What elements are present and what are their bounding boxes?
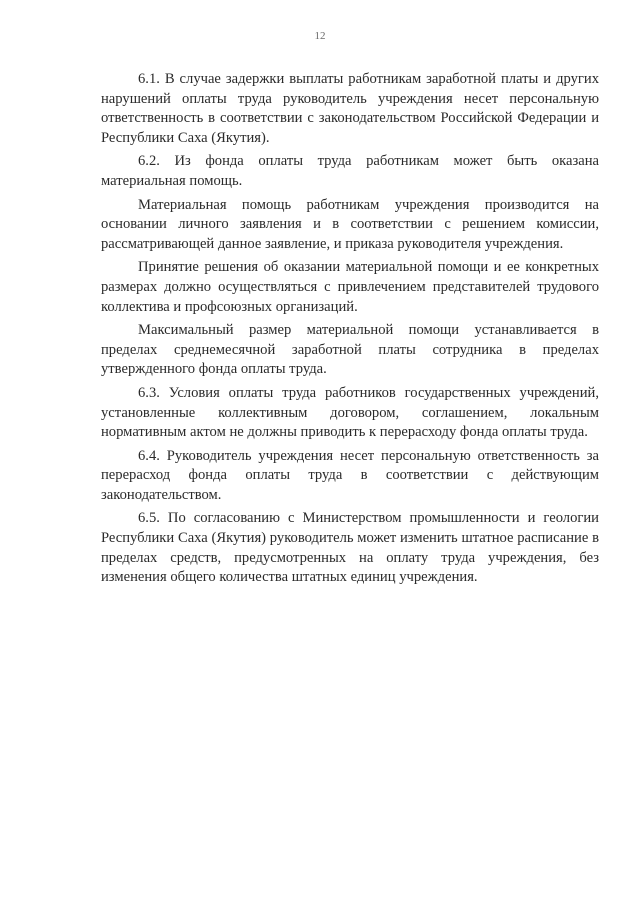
paragraph-material-aid-decision: Принятие решения об оказании материальной помощи и ее конкретных размерах должно осуществляться с привлечением представителей трудового коллектива и профсоюзных организаций. — [101, 259, 599, 315]
paragraph-6-1: 6.1. В случае задержки выплаты работникам заработной платы и других нарушений оплаты труда руководитель учреждения несет персональную ответственность в соответствии с законодательством Российской Федерации и Республики Саха (Якутия). — [101, 71, 599, 146]
paragraph-6-2: 6.2. Из фонда оплаты труда работникам может быть оказана материальная помощь. — [101, 153, 599, 189]
paragraph-6-4: 6.4. Руководитель учреждения несет персональную ответственность за перерасход фонда оплаты труда в соответствии с действующим законодательством. — [101, 447, 599, 503]
paragraph-6-3: 6.3. Условия оплаты труда работников государственных учреждений, установленные коллективным договором, соглашением, локальным нормативным актом не должны приводить к перерасходу фонда оплаты труда. — [101, 384, 599, 441]
paragraph-6-5: 6.5. По согласованию с Министерством промышленности и геологии Республики Саха (Якутия) руководитель может изменить штатное расписание в пределах средств, предусмотренных на оплату труда учреждения, без изменения общего количества штатных единиц учреждения. — [101, 510, 599, 586]
document-body — [101, 70, 599, 592]
paragraph-material-aid-basis: Материальная помощь работникам учреждения производится на основании личного заявления и в соответствии с решением комиссии, рассматривающей данное заявление, и приказа руководителя учреждения. — [101, 196, 599, 252]
paragraph-material-aid-maximum: Максимальный размер материальной помощи устанавливается в пределах среднемесячной заработной платы сотрудника в пределах утвержденного фонда оплаты труда. — [101, 322, 599, 378]
page-number: 12 — [314, 30, 326, 42]
